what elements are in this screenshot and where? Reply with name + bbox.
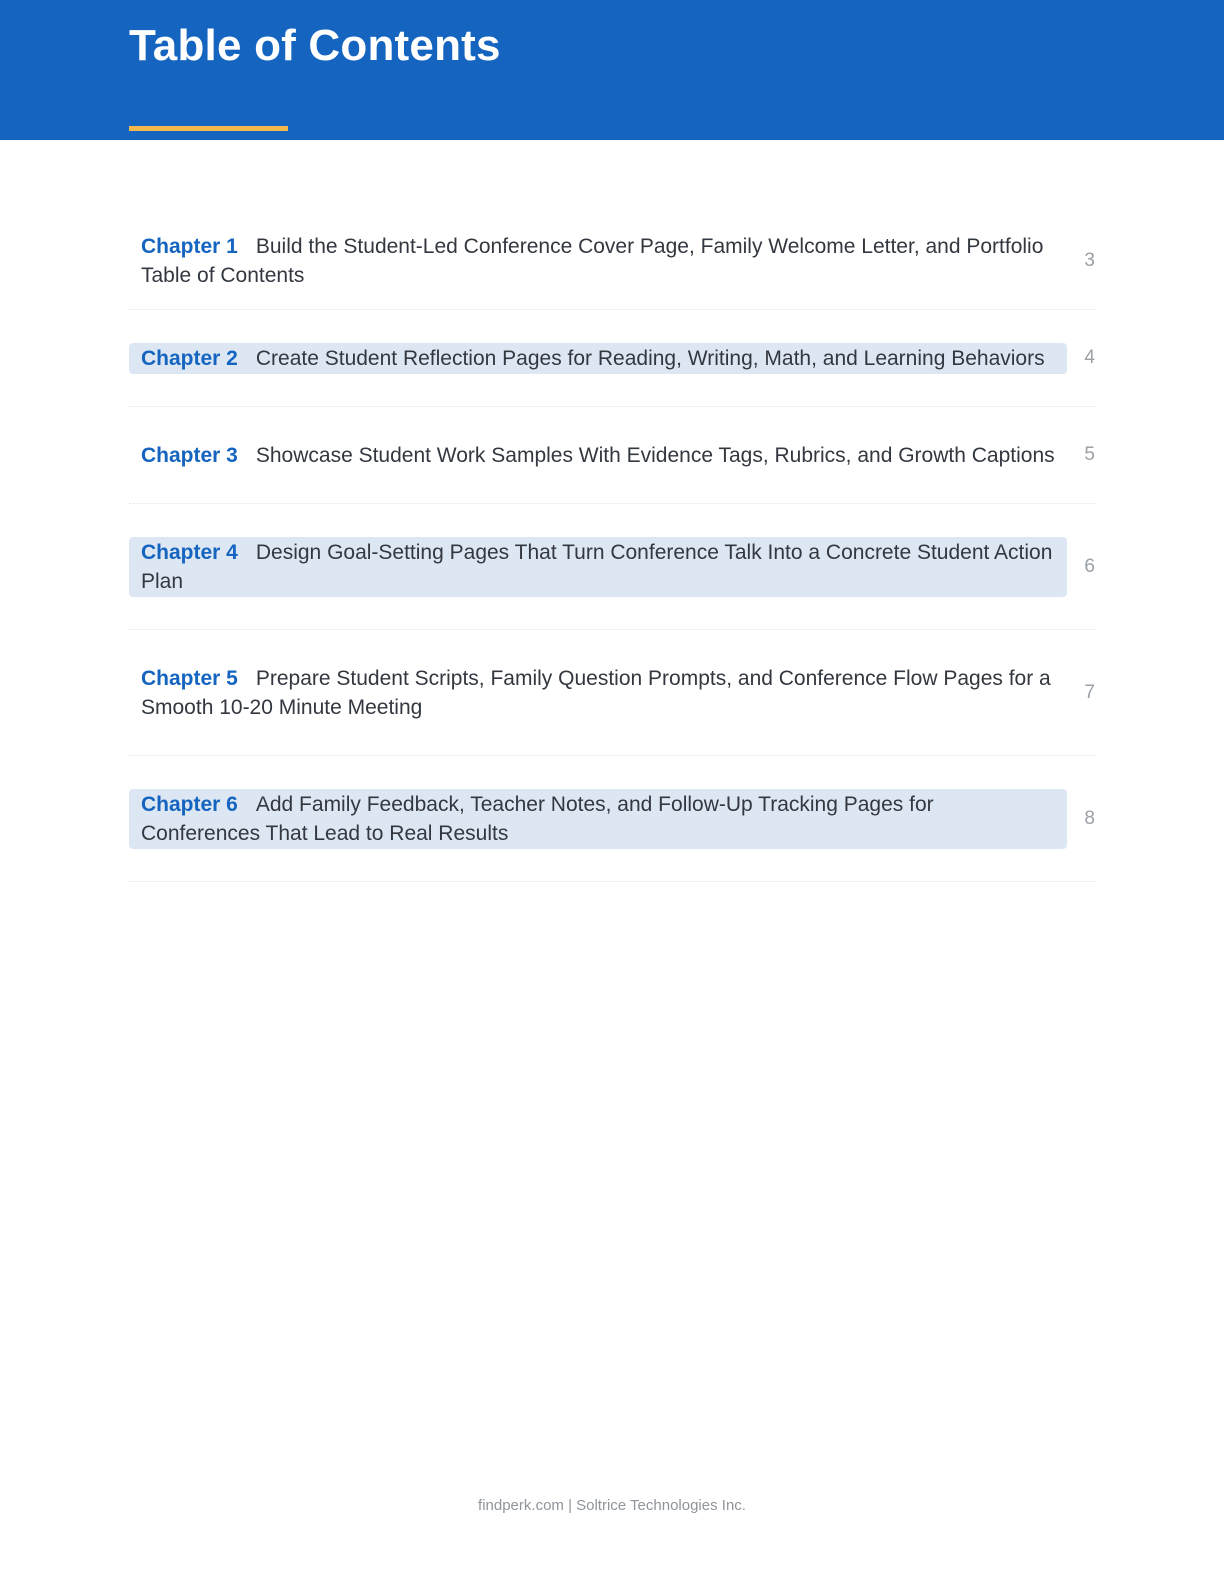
page-number: 5 — [1084, 444, 1095, 465]
chapter-label: Chapter 6 — [141, 792, 238, 816]
title-accent-bar — [129, 126, 288, 131]
chapter-title: Prepare Student Scripts, Family Question Prompts, and Conference Flow Pages for a Smooth 10-20 Minute Meeting — [141, 666, 1051, 719]
page-title: Table of Contents — [129, 21, 501, 70]
toc-entry-3[interactable] — [129, 407, 1095, 504]
toc-entry-box — [129, 537, 1067, 597]
toc-entry-1[interactable] — [129, 212, 1095, 310]
toc-entry-box — [129, 663, 1067, 723]
toc-entry-box — [129, 440, 1067, 471]
page-number: 7 — [1084, 681, 1095, 703]
chapter-title: Add Family Feedback, Teacher Notes, and Follow-Up Tracking Pages for Conferences That Lead to Real Results — [141, 792, 934, 845]
chapter-label: Chapter 5 — [141, 666, 238, 690]
footer-text: findperk.com | Soltrice Technologies Inc. — [478, 1497, 746, 1514]
chapter-title: Build the Student-Led Conference Cover Page, Family Welcome Letter, and Portfolio Table of Contents — [141, 234, 1044, 287]
toc-entry-5[interactable] — [129, 630, 1095, 756]
toc-entry-box — [129, 343, 1067, 374]
page-number: 6 — [1084, 555, 1095, 577]
table-of-contents — [129, 212, 1095, 882]
chapter-title: Showcase Student Work Samples With Evidence Tags, Rubrics, and Growth Captions — [255, 443, 1055, 467]
chapter-title: Design Goal-Setting Pages That Turn Conference Talk Into a Concrete Student Action Plan — [141, 540, 1053, 593]
toc-entry-box — [129, 789, 1067, 849]
chapter-label: Chapter 3 — [141, 443, 238, 467]
chapter-label: Chapter 4 — [141, 540, 238, 564]
page-number: 4 — [1084, 347, 1095, 368]
header-banner — [0, 0, 1224, 140]
page-number: 3 — [1084, 249, 1095, 271]
chapter-title: Create Student Reflection Pages for Reading, Writing, Math, and Learning Behaviors — [255, 346, 1045, 370]
toc-entry-2[interactable] — [129, 310, 1095, 407]
toc-entry-box — [129, 231, 1067, 291]
toc-entry-6[interactable] — [129, 756, 1095, 882]
chapter-label: Chapter 1 — [141, 234, 238, 258]
page-number: 8 — [1084, 807, 1095, 829]
chapter-label: Chapter 2 — [141, 346, 238, 370]
toc-entry-4[interactable] — [129, 504, 1095, 630]
